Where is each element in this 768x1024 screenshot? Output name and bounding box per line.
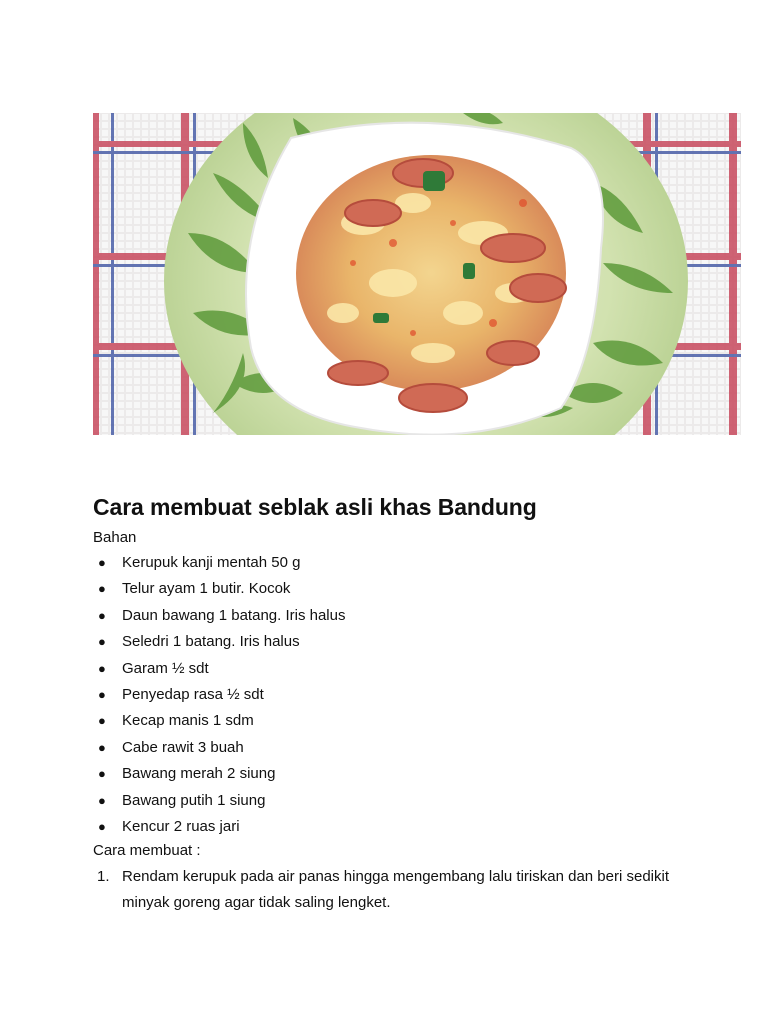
ingredient-text: Kerupuk kanji mentah 50 g bbox=[122, 554, 301, 571]
ingredient-text: Bawang merah 2 siung bbox=[122, 765, 276, 783]
ingredient-text: Penyedap rasa ½ sdt bbox=[122, 686, 264, 704]
steps-list bbox=[93, 864, 693, 916]
bullet-icon: ● bbox=[98, 660, 106, 676]
ingredient-text: Bawang putih 1 siung bbox=[122, 791, 266, 809]
step-number: 1. bbox=[97, 868, 110, 886]
ingredients-label: Bahan bbox=[93, 529, 137, 546]
recipe-content bbox=[93, 492, 693, 916]
bullet-icon: ● bbox=[98, 607, 106, 623]
ingredient-text: Kencur 2 ruas jari bbox=[122, 818, 240, 836]
ingredient-item bbox=[93, 603, 693, 629]
ingredient-text: Garam ½ sdt bbox=[122, 659, 209, 677]
bullet-icon: ● bbox=[98, 687, 106, 703]
ingredient-item bbox=[93, 788, 693, 814]
bullet-icon: ● bbox=[98, 792, 106, 808]
recipe-photo bbox=[93, 113, 741, 435]
ingredient-item bbox=[93, 814, 693, 840]
bullet-icon: ● bbox=[98, 739, 106, 755]
ingredient-text: Cabe rawit 3 buah bbox=[122, 738, 244, 756]
ingredients-list bbox=[93, 550, 693, 840]
ingredient-item bbox=[93, 761, 693, 787]
ingredient-item bbox=[93, 656, 693, 682]
ingredient-text: Telur ayam 1 butir. Kocok bbox=[122, 580, 291, 598]
ingredient-item bbox=[93, 708, 693, 734]
ingredient-item bbox=[93, 629, 693, 655]
bullet-icon: ● bbox=[98, 713, 106, 729]
ingredient-item bbox=[93, 735, 693, 761]
steps-label: Cara membuat : bbox=[93, 842, 201, 860]
recipe-title: Cara membuat seblak asli khas Bandung bbox=[93, 494, 537, 520]
bullet-icon: ● bbox=[98, 634, 106, 650]
ingredient-text: Kecap manis 1 sdm bbox=[122, 712, 254, 730]
ingredient-text: Daun bawang 1 batang. Iris halus bbox=[122, 606, 346, 624]
ingredient-text: Seledri 1 batang. Iris halus bbox=[122, 633, 300, 651]
bullet-icon: ● bbox=[98, 819, 106, 835]
bullet-icon: ● bbox=[98, 766, 106, 782]
bullet-icon: ● bbox=[98, 581, 106, 597]
step-item bbox=[93, 864, 682, 916]
ingredient-item bbox=[93, 682, 693, 708]
step-text: Rendam kerupuk pada air panas hingga mengembang lalu tiriskan dan beri sedikit minyak goreng agar tidak saling lengket. bbox=[122, 868, 670, 912]
ingredient-item bbox=[93, 576, 693, 602]
bullet-icon: ● bbox=[98, 555, 106, 570]
ingredient-item bbox=[93, 550, 693, 576]
